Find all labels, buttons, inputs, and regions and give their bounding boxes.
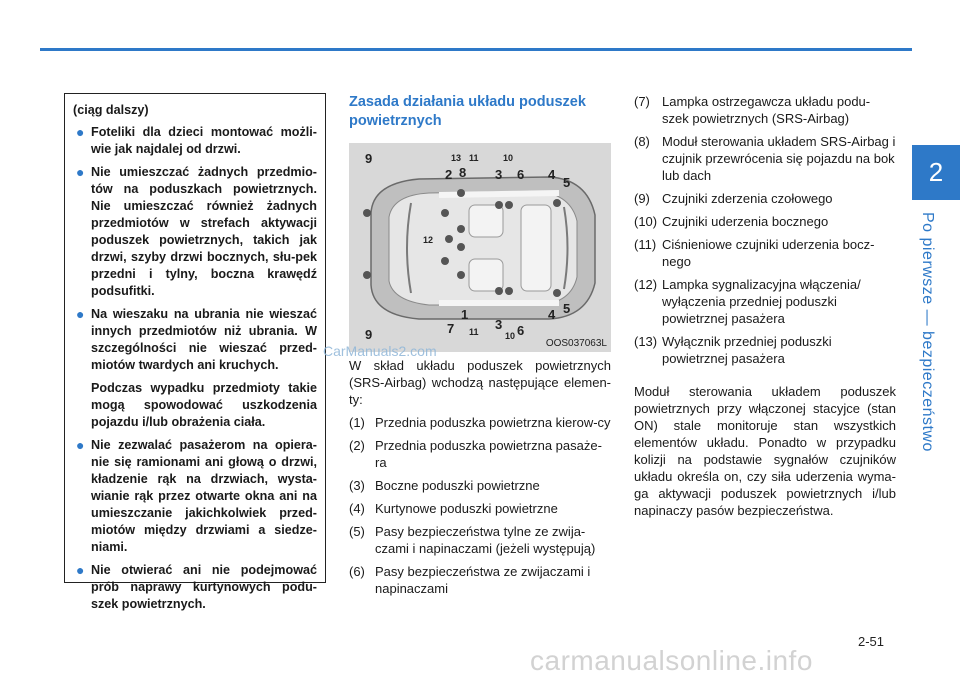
figure-label: 5 xyxy=(563,301,571,316)
figure-label: 3 xyxy=(495,167,503,182)
chapter-tab xyxy=(912,145,960,200)
figure-code: OOS037063L xyxy=(545,338,607,349)
bullet-icon: ● xyxy=(76,562,85,578)
list-item: (3) Boczne poduszki powietrzne xyxy=(349,478,540,493)
figure-label: 9 xyxy=(365,327,373,342)
figure-label: 11 xyxy=(469,327,479,337)
page-number: 2-51 xyxy=(858,634,885,649)
car-top-view-illustration xyxy=(349,143,611,352)
list-item: (1) Przednia poduszka powietrzna kierow-cy xyxy=(349,415,611,430)
list-item: (2) Przednia poduszka powietrzna pasaże-ra xyxy=(349,438,602,470)
list-item: (13) Wyłącznik przedniej poduszki powietrznej pasażera xyxy=(634,334,832,366)
figure-label: 9 xyxy=(365,151,373,166)
section-heading: Zasada działania układu poduszek powietrznych xyxy=(349,94,586,129)
body-paragraph: Moduł sterowania układem poduszek powietrznych przy włączonej stacyjce (stan ON) stale monitoruje stan wszystkich elementów układu. Ponadto w przypadku kolizji na podstawie sygnałów czujników układu określa on, czy siła uderzenia wyma-ga aktywacji poduszek powietrznych i/lub napinaczy pasów bezpieczeństwa. xyxy=(634,384,896,518)
list-item: (5) Pasy bezpieczeństwa tylne ze zwija-czami i napinaczami (jeżeli występują) xyxy=(349,524,596,556)
warning-item: ● Foteliki dla dzieci montować możli-wie jak najdalej od drzwi. xyxy=(76,124,317,156)
bullet-icon: ● xyxy=(76,437,85,453)
list-item: (7) Lampka ostrzegawcza układu podu-szek powietrznych (SRS-Airbag) xyxy=(634,94,871,126)
warning-item: ● Na wieszaku na ubrania nie wieszać innych przedmiotów niż ubrania. W szczególności nie wieszać przed-miotów twardych ani kruchych. Podczas wypadku przedmioty takie mogą spowodować uszkodzenia pojazdu i/lub obrażenia ciała. xyxy=(76,306,317,429)
figure-label: 10 xyxy=(505,331,516,341)
figure-label: 8 xyxy=(459,165,467,180)
figure-label: 12 xyxy=(423,235,434,245)
figure-label: 6 xyxy=(517,323,525,338)
figure-label: 1 xyxy=(461,307,469,322)
list-item: (6) Pasy bezpieczeństwa ze zwijaczami i napinaczami xyxy=(349,564,591,596)
warning-item-note: Podczas wypadku przedmioty takie mogą spowodować uszkodzenia pojazdu i/lub obrażenia ciała. xyxy=(91,381,317,429)
bullet-icon: ● xyxy=(76,124,85,140)
list-item: (10) Czujniki uderzenia bocznego xyxy=(634,214,829,229)
airbag-system-figure xyxy=(349,143,611,352)
figure-label: 5 xyxy=(563,175,571,190)
warning-item: ● Nie zezwalać pasażerom na opiera-nie się ramionami ani głową o drzwi, kładzenie rąk na drzwiach, wysta-wianie rąk przez otwarte okna ani na umieszczanie jakichkolwiek przed-miotów między drzwiami a siedze-niami. xyxy=(76,437,317,554)
components-list xyxy=(349,414,611,597)
warning-item: ● Nie umieszczać żadnych przedmio-tów na poduszkach powietrznych. Nie umieszczać również żadnych przedmiotów w strefach aktywacji poduszek powietrznych, takich jak drzwi, szyby drzwi bocznych, słu-pek przedni i tylny, boczna krawędź podsufitki. xyxy=(76,164,317,298)
bullet-icon: ● xyxy=(76,164,85,180)
figure-label: 2 xyxy=(445,167,453,182)
list-item: (11) Ciśnieniowe czujniki uderzenia bocz-nego xyxy=(634,237,875,269)
components-column-right xyxy=(634,93,896,519)
list-item: (9) Czujniki zderzenia czołowego xyxy=(634,191,833,206)
chapter-number: 2 xyxy=(928,157,944,187)
figure-label: 6 xyxy=(517,167,525,182)
figure-label: 4 xyxy=(548,167,556,182)
list-item: (4) Kurtynowe poduszki powietrzne xyxy=(349,501,558,516)
intro-text: W skład układu poduszek powietrznych (SRS-Airbag) wchodzą następujące elemen-ty: xyxy=(349,358,611,407)
figure-label: 10 xyxy=(503,153,514,163)
section-side-title: Po pierwsze — bezpieczeństwo xyxy=(919,212,936,452)
watermark: CarManuals2.com xyxy=(323,343,437,359)
figure-label: 13 xyxy=(451,153,462,163)
continued-label: (ciąg dalszy) xyxy=(73,103,149,117)
figure-label: 7 xyxy=(447,321,455,336)
warning-box xyxy=(64,93,326,611)
components-column xyxy=(349,357,611,603)
figure-label: 11 xyxy=(469,153,479,163)
figure-label: 3 xyxy=(495,317,503,332)
components-list xyxy=(634,93,896,367)
figure-label: 4 xyxy=(548,307,556,322)
footer-watermark: carmanualsonline.info xyxy=(530,645,813,676)
top-rule xyxy=(40,48,912,51)
list-item: (8) Moduł sterowania układem SRS-Airbag i czujnik przewrócenia się pojazdu na bok lub dach xyxy=(634,134,896,183)
list-item: (12) Lampka sygnalizacyjna włączenia/ wyłączenia przedniej poduszki powietrznej pasażera xyxy=(634,277,861,326)
bullet-icon: ● xyxy=(76,306,85,322)
warning-list xyxy=(73,124,317,613)
warning-item: ● Nie otwierać ani nie podejmować prób naprawy kurtynowych podu-szek powietrznych. xyxy=(76,562,317,611)
